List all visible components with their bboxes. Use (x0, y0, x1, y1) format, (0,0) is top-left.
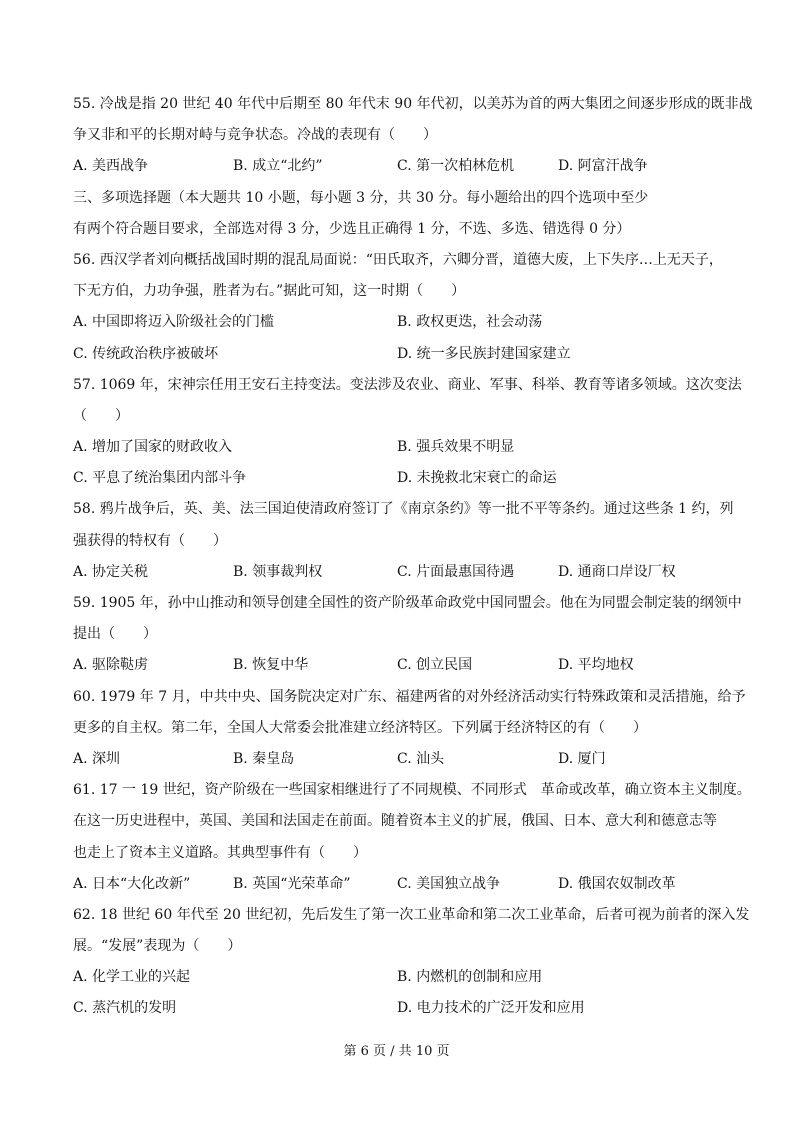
option-a: A. 日本“大化改新” (73, 875, 191, 892)
question-stem-line: 56. 西汉学者刘向概括战国时期的混乱局面说：“田氏取齐，六卿分晋，道德大废，上下失序…上无天子， (73, 251, 723, 268)
options-row (73, 993, 738, 1024)
option-b: B. 成立“北约” (233, 158, 323, 175)
option-a: A. 化学工业的兴起 (73, 969, 191, 986)
options-row (73, 432, 738, 463)
question-stem-line: 在这一历史进程中，英国、美国和法国走在前面。随着资本主义的扩展，俄国、日本、意大利和德意志等 (73, 813, 717, 830)
question-stem-line: 下无方伯，力功争强，胜者为右。”据此可知，这一时期（ ） (73, 283, 466, 300)
option-a: A. 增加了国家的财政收入 (73, 439, 233, 456)
question-stem-line: 提出（ ） (73, 626, 157, 643)
option-a: A. 协定关税 (73, 563, 149, 580)
page-content (73, 89, 753, 1025)
option-c: C. 第一次柏林危机 (397, 158, 515, 175)
option-a: A. 深圳 (73, 750, 121, 767)
question-stem-line: 60. 1979 年 7 月，中共中央、国务院决定对广东、福建两省的对外经济活动实行特殊政策和灵活措施，给予 (73, 688, 746, 705)
options-row (73, 557, 738, 588)
option-d: D. 平均地权 (558, 657, 634, 674)
option-a: A. 驱除鞑虏 (73, 657, 149, 674)
question-59 (73, 588, 742, 682)
options-row (73, 744, 738, 775)
question-stem-line: 强获得的特权有（ ） (73, 532, 227, 549)
option-c: C. 蒸汽机的发明 (73, 1000, 177, 1017)
question-58 (73, 494, 738, 588)
question-stem-line: 55. 冷战是指 20 世纪 40 年代中后期至 80 年代末 90 年代初，以美苏为首的两大集团之间逐步形成的既非战 (73, 96, 753, 112)
question-61 (73, 775, 751, 900)
option-d: D. 厦门 (558, 750, 606, 767)
option-b: B. 秦皇岛 (233, 750, 295, 767)
question-stem-line: 更多的自主权。第二年，全国人大常委会批准建立经济特区。下列属于经济特区的有（ ） (73, 719, 647, 736)
option-b: B. 恢复中华 (233, 657, 309, 674)
options-row (73, 151, 738, 182)
option-d: D. 通商口岸设厂权 (558, 563, 676, 580)
option-c: C. 传统政治秩序被破坏 (73, 345, 219, 362)
question-stem-line: 争又非和平的长期对峙与竞争状态。冷战的表现有（ ） (73, 127, 437, 144)
option-d: D. 未挽救北宋衰亡的命运 (397, 470, 557, 487)
options-row (73, 869, 738, 900)
question-60 (73, 682, 746, 776)
question-55 (73, 89, 753, 183)
option-b: B. 领事裁判权 (233, 563, 323, 580)
option-d: D. 统一多民族封建国家建立 (397, 345, 571, 362)
option-d: D. 电力技术的广泛开发和应用 (397, 1000, 585, 1017)
option-d: D. 俄国农奴制改革 (558, 875, 676, 892)
options-row (73, 650, 738, 681)
option-c: C. 汕头 (397, 750, 445, 767)
option-b: B. 英国“光荣革命” (233, 875, 351, 892)
question-56 (73, 245, 738, 370)
question-stem-line: 59. 1905 年，孙中山推动和领导创建全国性的资产阶级革命政党中国同盟会。他在为同盟会制定装的纲领中 (73, 595, 742, 611)
options-row (73, 339, 738, 370)
option-c: C. 创立民国 (397, 657, 473, 674)
option-b: B. 内燃机的创制和应用 (397, 969, 543, 986)
option-c: C. 美国独立战争 (397, 875, 501, 892)
question-stem-line: 57. 1069 年，宋神宗任用王安石主持变法。变法涉及农业、商业、军事、科举、教育等诸多领域。这次变法 (73, 376, 742, 393)
question-62 (73, 900, 750, 1025)
option-d: D. 阿富汗战争 (558, 158, 648, 175)
section-header (73, 183, 738, 245)
question-stem-line: 62. 18 世纪 60 年代至 20 世纪初，先后发生了第一次工业革命和第二次工业革命，后者可视为前者的深入发 (73, 906, 750, 923)
section-header-line: 三、多项选择题（本大题共 10 小题，每小题 3 分，共 30 分。每小题给出的四个选项中至少 (73, 189, 649, 206)
option-c: C. 平息了统治集团内部斗争 (73, 470, 247, 487)
option-c: C. 片面最惠国待遇 (397, 563, 515, 580)
question-57 (73, 370, 742, 495)
option-b: B. 政权更迭，社会动荡 (397, 314, 543, 331)
question-stem-line: 61. 17 一 19 世纪，资产阶级在一些国家相继进行了不同规模、不同形式 革命或改革，确立资本主义制度。 (73, 782, 751, 799)
page-footer: 第 6 页 / 共 10 页 (343, 1044, 450, 1059)
option-a: A. 美西战争 (73, 158, 149, 175)
question-stem-line: 也走上了资本主义道路。其典型事件有（ ） (73, 844, 367, 861)
option-a: A. 中国即将迈入阶级社会的门槛 (73, 314, 275, 331)
options-row (73, 307, 738, 338)
section-header-line: 有两个符合题目要求，全部选对得 3 分，少选且正确得 1 分，不选、多选、错选得 0 分） (73, 220, 631, 237)
question-stem-line: 58. 鸦片战争后，英、美、法三国迫使清政府签订了《南京条约》等一批不平等条约。通过这些条 1 约，列 (73, 501, 734, 518)
options-row (73, 962, 738, 993)
option-b: B. 强兵效果不明显 (397, 439, 515, 456)
options-row (73, 463, 738, 494)
question-stem-line: 展。“发展”表现为（ ） (73, 938, 242, 955)
question-stem-line: （ ） (73, 407, 129, 424)
